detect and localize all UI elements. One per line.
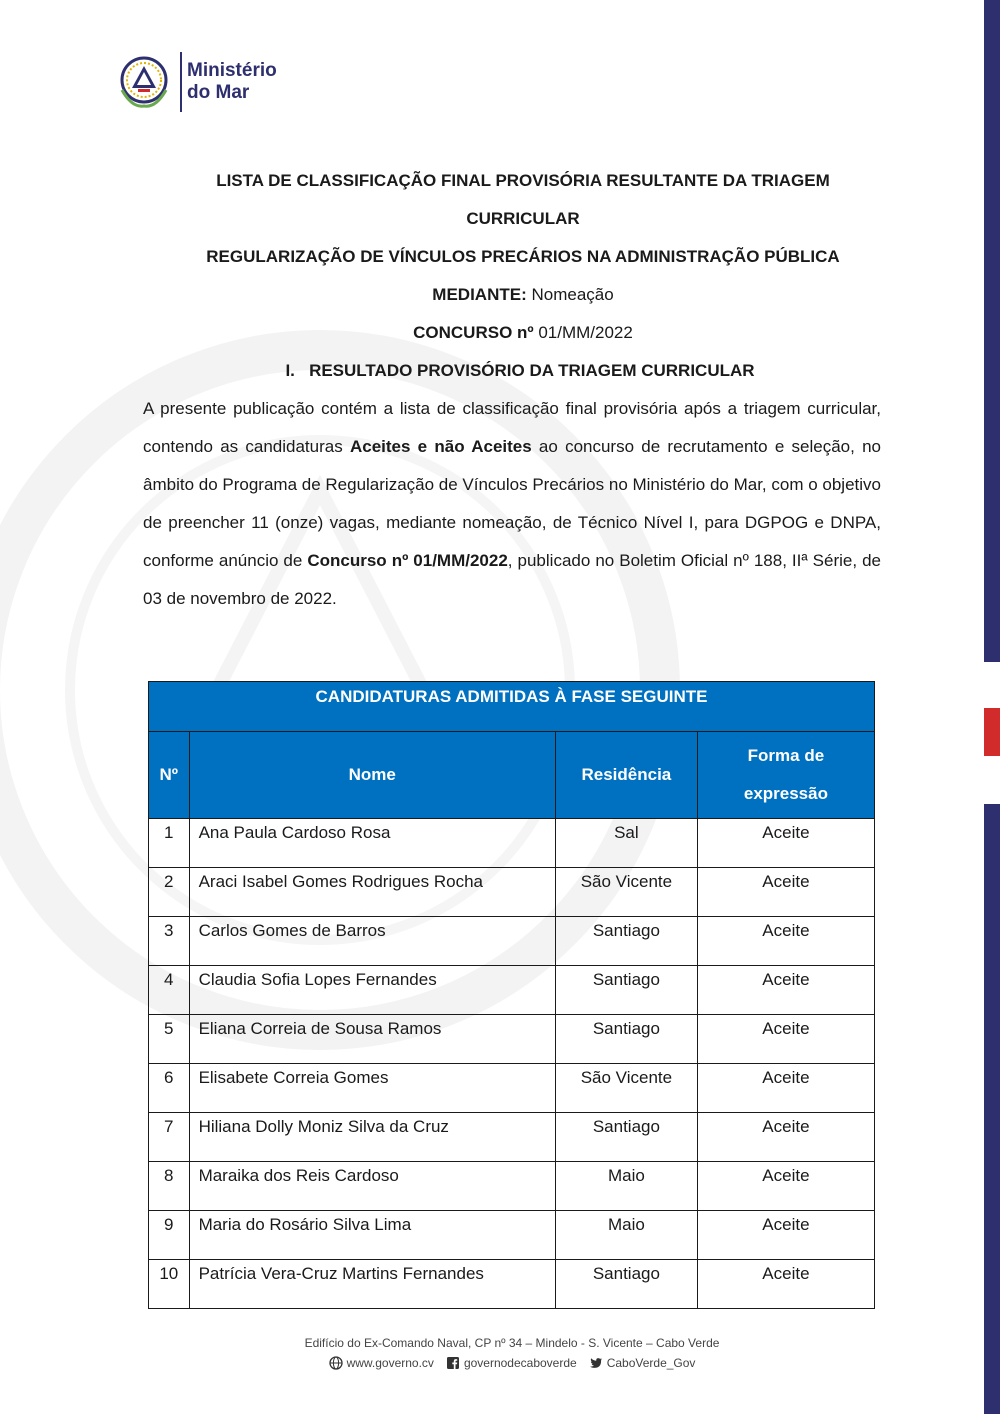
row-form: Aceite (697, 1064, 874, 1113)
row-num: 8 (149, 1162, 190, 1211)
row-residence: Santiago (555, 966, 697, 1015)
header-form-line2: expressão (743, 784, 828, 803)
table-row (149, 1162, 875, 1211)
table-row (149, 1113, 875, 1162)
footer-twitter-text: CaboVerde_Gov (606, 1356, 696, 1370)
para-part3: , publicado no Boletim Oficial nº 188, IIª Série, de 03 de novembro de 2022. (143, 551, 881, 608)
row-form: Aceite (697, 1260, 874, 1309)
table-row (149, 1015, 875, 1064)
side-bar-navy-top (984, 0, 1000, 662)
row-num: 3 (149, 917, 190, 966)
footer-website[interactable] (329, 1356, 434, 1370)
table-row (149, 966, 875, 1015)
globe-icon (329, 1356, 343, 1370)
row-num: 4 (149, 966, 190, 1015)
table-header-row (149, 732, 875, 819)
intro-paragraph (143, 390, 881, 618)
mediante-label: MEDIANTE: (432, 285, 527, 304)
row-name: Claudia Sofia Lopes Fernandes (189, 966, 555, 1015)
table-row (149, 1064, 875, 1113)
candidates-table (148, 681, 875, 1309)
footer-links (0, 1356, 1000, 1370)
para-bold1: Aceites e não Aceites (349, 437, 532, 456)
row-form: Aceite (697, 966, 874, 1015)
table-row (149, 868, 875, 917)
row-num: 5 (149, 1015, 190, 1064)
twitter-icon (589, 1356, 603, 1370)
row-residence: Sal (555, 819, 697, 868)
row-form: Aceite (697, 1211, 874, 1260)
facebook-icon (446, 1356, 460, 1370)
para-part2: ao concurso de recrutamento e seleção, no âmbito do Programa de Regularização de Vínculos Precários no Ministério do Mar, com o objetivo de preencher 11 (onze) vagas, mediante nomeação, de Técnico Nível I, para DGPOG e DNPA, conforme anúncio de (143, 437, 881, 570)
mediante-value: Nomeação (526, 285, 614, 304)
row-residence: Santiago (555, 1113, 697, 1162)
header-name: Nome (189, 732, 555, 819)
row-form: Aceite (697, 868, 874, 917)
header-form-line1: Forma de (747, 746, 825, 765)
table-row (149, 819, 875, 868)
row-form: Aceite (697, 917, 874, 966)
row-form: Aceite (697, 819, 874, 868)
table-row (149, 917, 875, 966)
row-residence: Santiago (555, 917, 697, 966)
row-num: 1 (149, 819, 190, 868)
candidates-table-wrap (148, 681, 876, 1309)
concurso-label: CONCURSO nº (413, 323, 534, 342)
row-name: Maria do Rosário Silva Lima (189, 1211, 555, 1260)
row-residence: São Vicente (555, 1064, 697, 1113)
table-row (149, 1260, 875, 1309)
section-heading: I. RESULTADO PROVISÓRIO DA TRIAGEM CURRICULAR (285, 361, 755, 380)
row-residence: Maio (555, 1162, 697, 1211)
row-form: Aceite (697, 1162, 874, 1211)
ministry-name (187, 60, 277, 104)
row-name: Patrícia Vera-Cruz Martins Fernandes (189, 1260, 555, 1309)
row-residence: Maio (555, 1211, 697, 1260)
footer-website-text: www.governo.cv (346, 1356, 434, 1370)
ministry-logo (112, 50, 277, 114)
header-num: Nº (149, 732, 190, 819)
ministry-name-line1: Ministério (187, 60, 277, 81)
row-num: 10 (149, 1260, 190, 1309)
header-form (697, 732, 874, 819)
row-name: Ana Paula Cardoso Rosa (189, 819, 555, 868)
title-line1: LISTA DE CLASSIFICAÇÃO FINAL PROVISÓRIA RESULTANTE DA TRIAGEM (216, 171, 830, 190)
row-residence: Santiago (555, 1015, 697, 1064)
coat-of-arms-icon (112, 50, 176, 114)
logo-divider (180, 52, 182, 112)
table-caption: CANDIDATURAS ADMITIDAS À FASE SEGUINTE (149, 682, 875, 732)
mediante-line (143, 276, 903, 314)
table-caption-row (149, 682, 875, 732)
row-name: Carlos Gomes de Barros (189, 917, 555, 966)
table-row (149, 1211, 875, 1260)
footer-facebook[interactable] (446, 1356, 577, 1370)
row-num: 7 (149, 1113, 190, 1162)
concurso-line (143, 314, 903, 352)
title-line3: REGULARIZAÇÃO DE VÍNCULOS PRECÁRIOS NA ADMINISTRAÇÃO PÚBLICA (206, 247, 840, 266)
footer-address: Edifício do Ex-Comando Naval, CP nº 34 – Mindelo - S. Vicente – Cabo Verde (304, 1336, 720, 1350)
row-num: 2 (149, 868, 190, 917)
row-num: 9 (149, 1211, 190, 1260)
para-part1: A presente publicação contém a lista de classificação final provisória após a triagem curricular, contendo as candidaturas (143, 399, 881, 456)
footer-facebook-text: governodecaboverde (463, 1356, 577, 1370)
side-bar-navy-bottom (984, 804, 1000, 1414)
concurso-value: 01/MM/2022 (533, 323, 633, 342)
row-residence: São Vicente (555, 868, 697, 917)
row-name: Eliana Correia de Sousa Ramos (189, 1015, 555, 1064)
row-name: Hiliana Dolly Moniz Silva da Cruz (189, 1113, 555, 1162)
ministry-name-line2: do Mar (187, 82, 250, 103)
title-line2: CURRICULAR (466, 209, 580, 228)
footer-twitter[interactable] (589, 1356, 696, 1370)
row-name: Araci Isabel Gomes Rodrigues Rocha (189, 868, 555, 917)
row-name: Maraika dos Reis Cardoso (189, 1162, 555, 1211)
para-bold2: Concurso nº 01/MM/2022 (307, 551, 508, 570)
row-residence: Santiago (555, 1260, 697, 1309)
row-num: 6 (149, 1064, 190, 1113)
table-body (149, 819, 875, 1309)
row-form: Aceite (697, 1113, 874, 1162)
row-form: Aceite (697, 1015, 874, 1064)
row-name: Elisabete Correia Gomes (189, 1064, 555, 1113)
side-bar-red (984, 708, 1000, 756)
header-residence: Residência (555, 732, 697, 819)
